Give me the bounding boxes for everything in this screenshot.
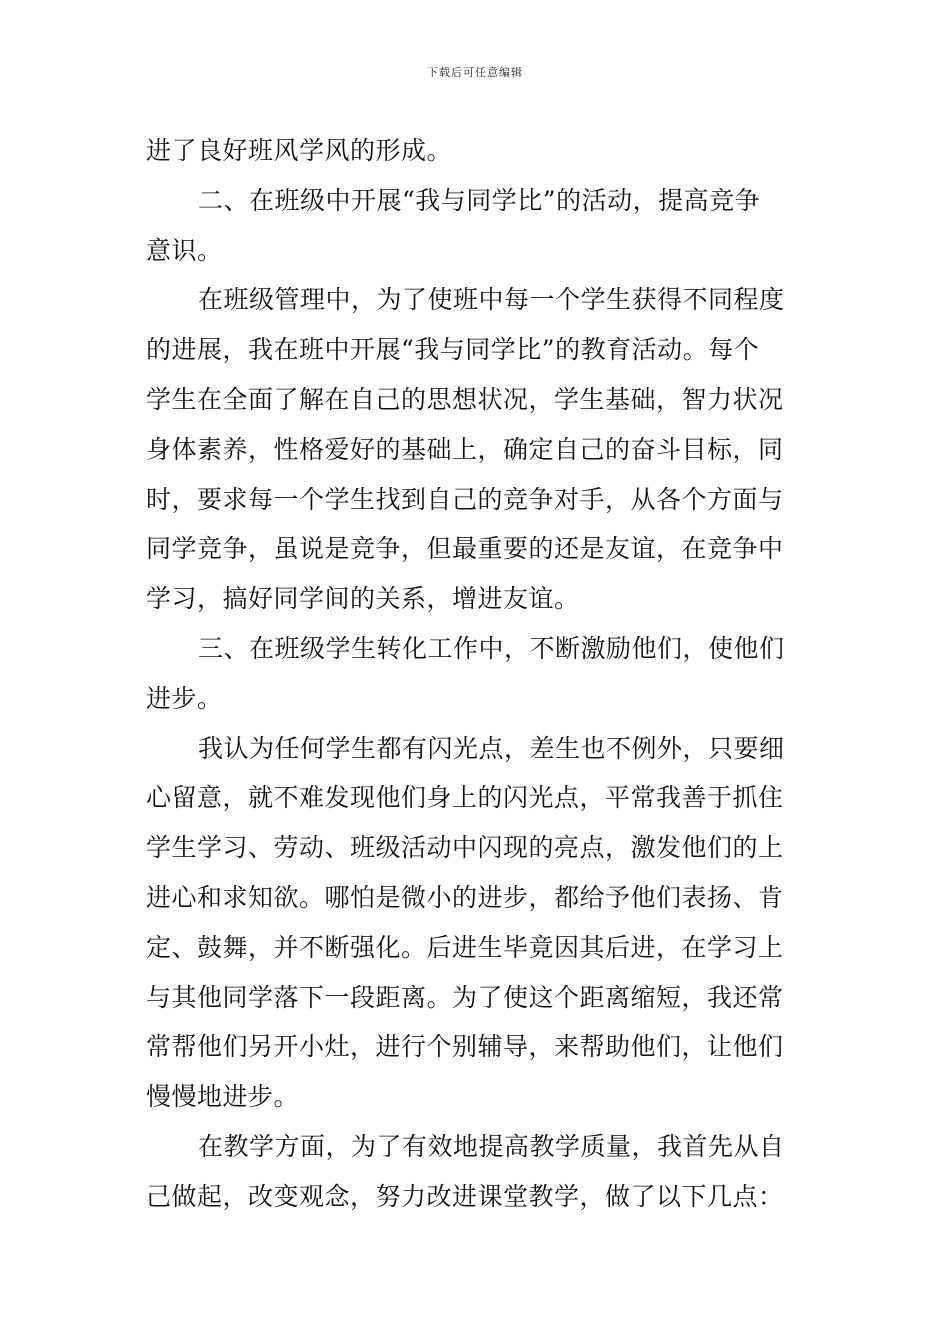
text-line: 在教学方面，为了有效地提高教学质量，我首先从自 [198,1131,785,1161]
text-line: 己做起，改变观念，努力改进课堂教学，做了以下几点： [146,1181,784,1211]
text-line: 身体素养，性格爱好的基础上，确定自己的奋斗目标，同 [146,434,784,464]
page-header: 下载后可任意编辑 [427,66,523,79]
text-line: 定、鼓舞，并不断强化。后进生毕竟因其后进，在学习上 [146,932,784,962]
text-line: 在班级管理中，为了使班中每一个学生获得不同程度 [198,285,785,315]
text-line: 学生学习、劳动、班级活动中闪现的亮点，激发他们的上 [146,833,784,863]
text-line: 进心和求知欲。哪怕是微小的进步，都给予他们表扬、肯 [146,882,784,912]
text-line: 心留意，就不难发现他们身上的闪光点，平常我善于抓住 [146,783,784,813]
document-body [146,126,810,1222]
text-line: 慢慢地进步。 [146,1082,300,1112]
text-line: 我认为任何学生都有闪光点，差生也不例外，只要细 [198,733,785,763]
text-line: 三、在班级学生转化工作中，不断激励他们，使他们 [198,633,785,663]
text-line: 常帮他们另开小灶，进行个别辅导，来帮助他们，让他们 [146,1032,784,1062]
text-line: 的进展，我在班中开展“我与同学比”的教育活动。每个 [146,335,760,365]
text-line: 时，要求每一个学生找到自己的竞争对手，从各个方面与 [146,484,784,514]
text-line: 同学竞争，虽说是竞争，但最重要的还是友谊，在竞争中 [146,534,784,564]
text-line: 进步。 [146,683,223,713]
text-line: 二、在班级中开展“我与同学比”的活动，提高竞争 [198,185,761,215]
text-line: 意识。 [146,235,223,265]
text-line: 学习，搞好同学间的关系，增进友谊。 [146,584,580,614]
text-line: 与其他同学落下一段距离。为了使这个距离缩短，我还常 [146,982,784,1012]
text-line: 进了良好班风学风的形成。 [146,136,453,165]
text-line: 学生在全面了解在自己的思想状况，学生基础，智力状况 [146,384,784,414]
